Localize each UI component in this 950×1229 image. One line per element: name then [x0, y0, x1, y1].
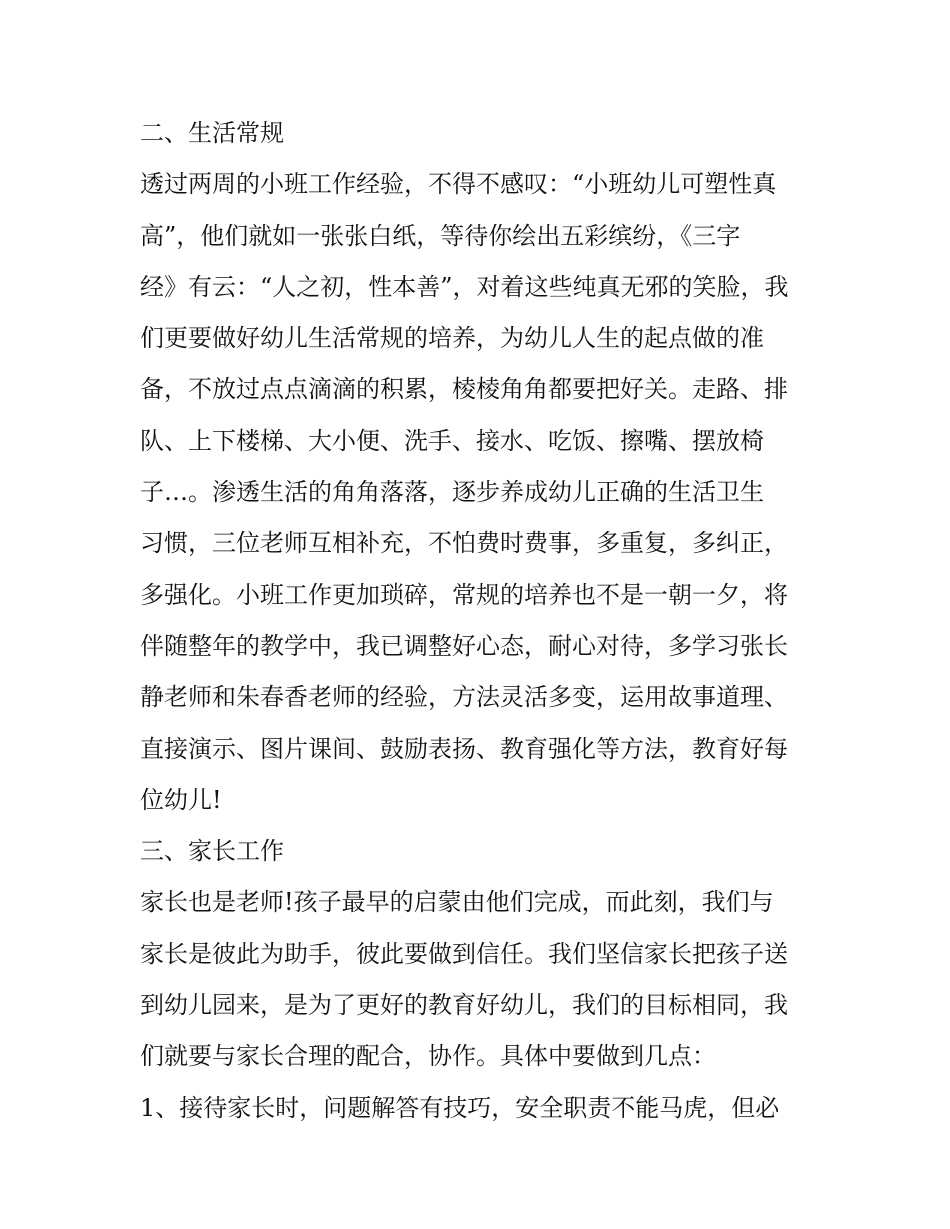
paragraph-line: 们更要做好幼儿生活常规的培养，为幼儿人生的起点做的准 [140, 324, 764, 353]
paragraph-line: 直接演示、图片课间、鼓励表扬、教育强化等方法，教育好每 [140, 734, 788, 763]
paragraph-line: 多强化。小班工作更加琐碎，常规的培养也不是一朝一夕，将 [140, 580, 788, 609]
paragraph-line: 到幼儿园来，是为了更好的教育好幼儿，我们的目标相同，我 [140, 991, 788, 1020]
paragraph-line: 位幼儿! [140, 785, 222, 814]
paragraph-line: 队、上下楼梯、大小便、洗手、接水、吃饭、擦嘴、摆放椅 [140, 426, 764, 455]
list-item-line: 1、接待家长时，问题解答有技巧，安全职责不能马虎，但必 [140, 1093, 780, 1122]
paragraph-line: 们就要与家长合理的配合，协作。具体中要做到几点： [140, 1042, 716, 1071]
paragraph-line: 高”，他们就如一张张白纸，等待你绘出五彩缤纷，《三字 [140, 221, 741, 250]
paragraph-line: 静老师和朱春香老师的经验，方法灵活多变，运用故事道理、 [140, 683, 788, 712]
section-heading-parent-work: 三、家长工作 [140, 837, 284, 866]
paragraph-line: 经》有云：“人之初，性本善”，对着这些纯真无邪的笑脸，我 [140, 272, 789, 301]
document-body [140, 108, 830, 1134]
paragraph-line: 伴随整年的教学中，我已调整好心态，耐心对待，多学习张长 [140, 631, 788, 660]
section-heading-daily-routine: 二、生活常规 [140, 119, 284, 147]
paragraph-line: 家长是彼此为助手，彼此要做到信任。我们坚信家长把孩子送 [140, 939, 788, 968]
paragraph-line: 子…。渗透生活的角角落落，逐步养成幼儿正确的生活卫生 [140, 478, 764, 507]
paragraph-line: 备，不放过点点滴滴的积累，棱棱角角都要把好关。走路、排 [140, 375, 788, 404]
paragraph-line: 家长也是老师!孩子最早的启蒙由他们完成，而此刻，我们与 [140, 888, 774, 917]
paragraph-line: 透过两周的小班工作经验，不得不感叹：“小班幼儿可塑性真 [140, 170, 777, 199]
paragraph-line: 习惯，三位老师互相补充，不怕费时费事，多重复，多纠正， [140, 529, 788, 558]
